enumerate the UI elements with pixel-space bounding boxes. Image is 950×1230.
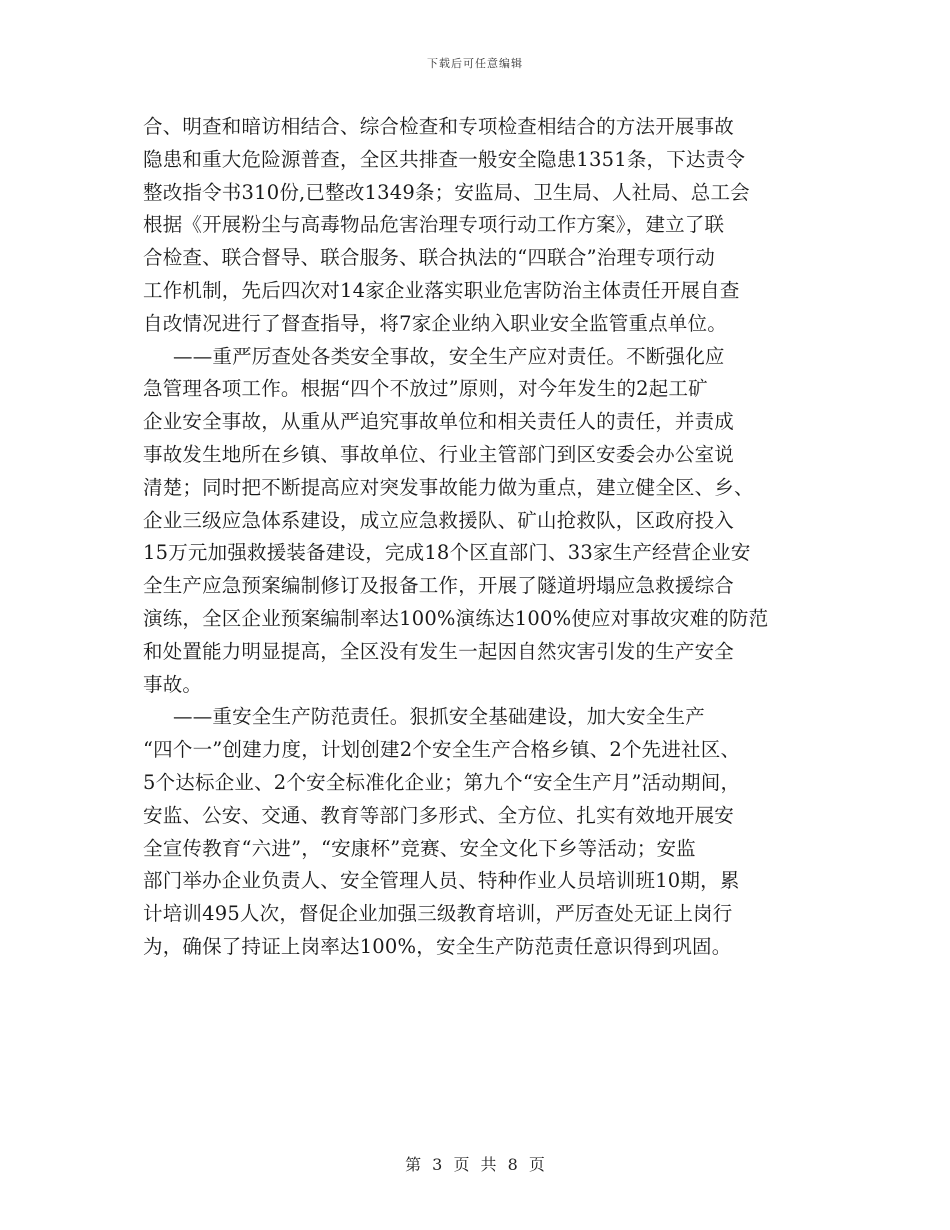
body-line: 全宣传教育“六进”，“安康杯”竞赛、安全文化下乡等活动；安监 [143,836,696,860]
paragraph-first-line: ——重严厉查处各类安全事故，安全生产应对责任。不断强化应 [173,344,725,368]
body-line: “四个一”创建力度，计划创建2个安全生产合格乡镇、2个先进社区、 [143,738,741,762]
body-line: 计培训495人次，督促企业加强三级教育培训，严厉查处无证上岗行 [143,902,733,926]
body-line: 事故发生地所在乡镇、事故单位、行业主管部门到区安委会办公室说 [143,442,735,466]
body-line: 安监、公安、交通、教育等部门多形式、全方位、扎实有效地开展安 [143,803,735,827]
body-line: 隐患和重大危险源普查，全区共排查一般安全隐患1351条，下达责令 [143,147,746,171]
page-number-footer: 第 3 页 共 8 页 [405,1155,545,1174]
body-line: 和处置能力明显提高，全区没有发生一起因自然灾害引发的生产安全 [143,639,735,663]
body-line: 企业安全事故，从重从严追究事故单位和相关责任人的责任，并责成 [143,410,735,434]
body-line: 工作机制，先后四次对14家企业落实职业危害防治主体责任开展自查 [143,278,740,302]
body-line: 企业三级应急体系建设，成立应急救援队、矿山抢救队，区政府投入 [143,508,735,532]
body-line: 为，确保了持证上岗率达100%，安全生产防范责任意识得到巩固。 [143,934,732,958]
body-line: 清楚；同时把不断提高应对突发事故能力做为重点，建立健全区、乡、 [143,475,754,499]
body-line: 整改指令书310份,已整改1349条；安监局、卫生局、人社局、总工会 [143,180,750,204]
document-body [143,111,819,964]
body-line: 事故。 [143,672,203,696]
body-line: 自改情况进行了督查指导，将7家企业纳入职业安全监管重点单位。 [143,311,727,335]
page-header-note: 下载后可任意编辑 [427,57,523,70]
body-line: 15万元加强救援装备建设，完成18个区直部门、33家生产经营企业安 [143,541,751,565]
body-line: 根据《开展粉尘与高毒物品危害治理专项行动工作方案》，建立了联 [143,213,725,237]
body-line: 部门举办企业负责人、安全管理人员、特种作业人员培训班10期，累 [143,869,740,893]
body-line: 急管理各项工作。根据“四个不放过”原则，对今年发生的2起工矿 [143,377,708,401]
body-line: 全生产应急预案编制修订及报备工作，开展了隧道坍塌应急救援综合 [143,574,735,598]
paragraph-first-line: ——重安全生产防范责任。狠抓安全基础建设，加大安全生产 [173,705,705,729]
body-line: 合、明查和暗访相结合、综合检查和专项检查相结合的方法开展事故 [143,115,735,138]
body-line: 合检查、联合督导、联合服务、联合执法的“四联合”治理专项行动 [143,246,715,270]
body-line: 5个达标企业、2个安全标准化企业；第九个“安全生产月”活动期间， [143,770,741,794]
body-line: 演练，全区企业预案编制率达100%演练达100%使应对事故灾难的防范 [143,606,769,630]
